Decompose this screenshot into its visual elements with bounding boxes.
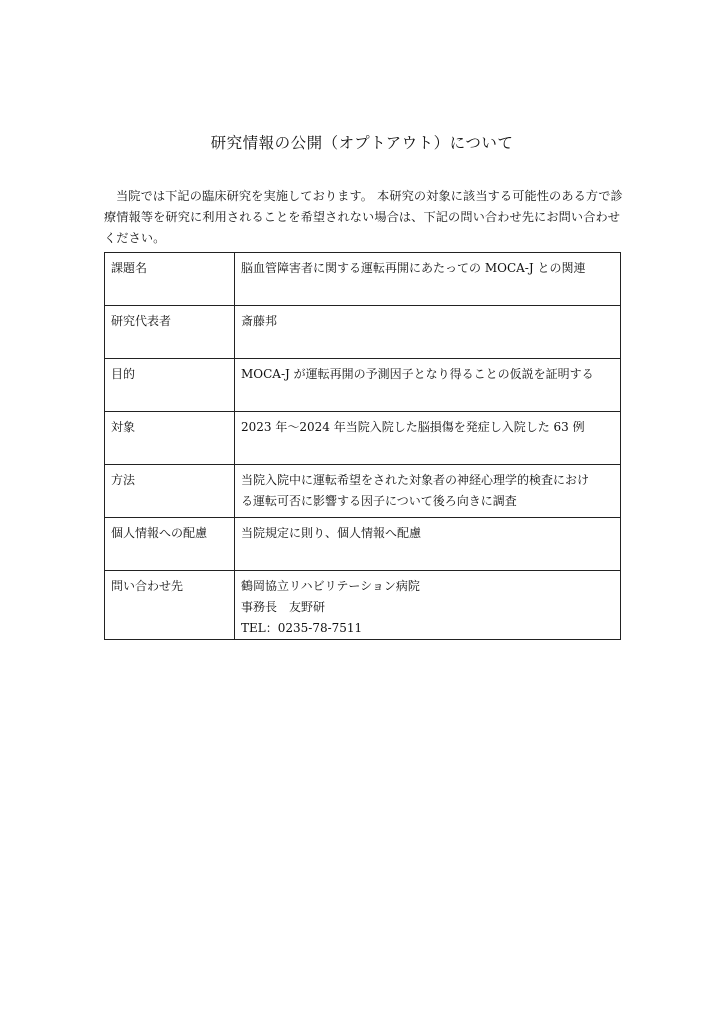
method-value-line-2: る運転可否に影響する因子について後ろ向きに調査	[241, 494, 517, 508]
method-value	[235, 465, 621, 518]
method-label: 方法	[105, 465, 235, 518]
purpose-value	[235, 359, 621, 412]
table-row-purpose	[105, 359, 621, 412]
research-info-table	[104, 252, 621, 640]
topic-value-line: 脳血管障害者に関する運転再開にあたっての MOCA-J との関連	[241, 261, 586, 275]
privacy-value-line: 当院規定に則り、個人情報へ配慮	[241, 526, 422, 540]
subjects-label: 対象	[105, 412, 235, 465]
purpose-label: 目的	[105, 359, 235, 412]
table-row-method	[105, 465, 621, 518]
subjects-value	[235, 412, 621, 465]
method-value-line-1: 当院入院中に運転希望をされた対象者の神経心理学的検査におけ	[241, 473, 590, 487]
contact-person: 事務長 友野研	[241, 600, 326, 614]
topic-value	[235, 253, 621, 306]
page-title: 研究情報の公開（オプトアウト）について	[210, 134, 514, 152]
table-row-contact	[105, 571, 621, 640]
table-row-subjects	[105, 412, 621, 465]
table-row-representative	[105, 306, 621, 359]
privacy-label: 個人情報への配慮	[105, 518, 235, 571]
subjects-value-line: 2023 年～2024 年当院入院した脳損傷を発症し入院した 63 例	[241, 420, 585, 434]
contact-label: 問い合わせ先	[105, 571, 235, 640]
table-row-topic	[105, 253, 621, 306]
representative-value-line: 斎藤邦	[241, 314, 278, 328]
contact-phone: TEL：0235-78-7511	[241, 621, 363, 635]
privacy-value	[235, 518, 621, 571]
representative-value	[235, 306, 621, 359]
intro-paragraph: 当院では下記の臨床研究を実施しております。 本研究の対象に該当する可能性のある方で診療情報等を研究に利用されることを希望されない場合は、下記の問い合わせ先にお問い合わせください。	[104, 189, 623, 245]
contact-value	[235, 571, 621, 640]
contact-hospital: 鶴岡協立リハビリテーション病院	[241, 579, 420, 593]
representative-label: 研究代表者	[105, 306, 235, 359]
topic-label: 課題名	[105, 253, 235, 306]
table-row-privacy	[105, 518, 621, 571]
purpose-value-line: MOCA-J が運転再開の予測因子となり得ることの仮説を証明する	[241, 367, 594, 381]
